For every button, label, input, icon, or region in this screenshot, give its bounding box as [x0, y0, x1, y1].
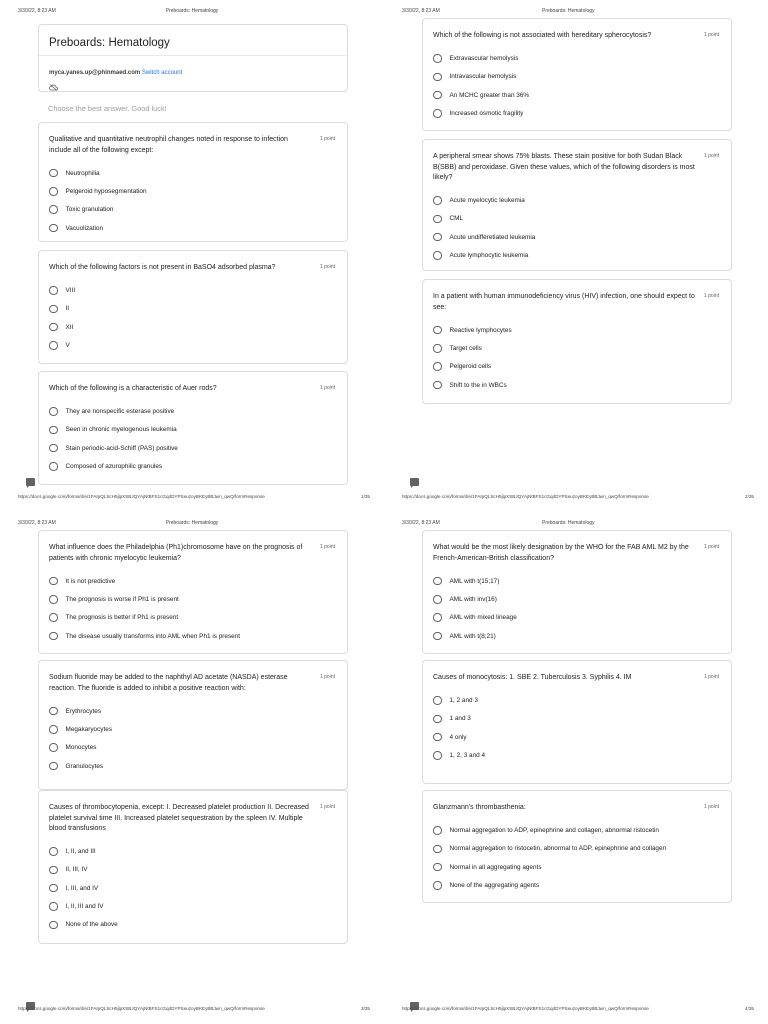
radio-unchecked-icon[interactable]: [433, 632, 442, 641]
radio-unchecked-icon[interactable]: [49, 462, 58, 471]
answer-option[interactable]: [49, 720, 337, 738]
radio-unchecked-icon[interactable]: [433, 233, 442, 242]
answer-option[interactable]: [433, 710, 721, 728]
answer-option[interactable]: [49, 201, 337, 219]
option-label: AML with t(8;21): [449, 632, 496, 640]
answer-option[interactable]: [49, 609, 337, 627]
option-label: I, III, and IV: [65, 884, 99, 892]
option-label: Stain periodic-acid-Schiff (PAS) positive: [65, 444, 178, 452]
option-label: I, II, and III: [65, 848, 96, 856]
option-label: It is not predictive: [65, 577, 116, 585]
answer-option[interactable]: [433, 210, 721, 228]
print-date: 3/30/22, 8:23 AM: [402, 8, 440, 14]
radio-unchecked-icon[interactable]: [49, 632, 58, 641]
option-label: Target cells: [449, 344, 482, 352]
print-url: https://docs.google.com/forms/d/e/1FAIpQLScH5jlpXSBJQYAjNtBFS1cGqdDYPSeuzoyBKEyBBJwn_qwQ/formResponse: [402, 494, 649, 499]
question-card: [38, 790, 348, 944]
answer-option[interactable]: [433, 192, 721, 210]
radio-unchecked-icon[interactable]: [49, 577, 58, 586]
option-label: Normal in all aggregating agents: [449, 863, 542, 871]
cloud-off-icon: [49, 84, 58, 91]
radio-unchecked-icon[interactable]: [433, 863, 442, 872]
radio-unchecked-icon[interactable]: [49, 444, 58, 453]
radio-unchecked-icon[interactable]: [433, 696, 442, 705]
print-footer: [402, 1006, 754, 1014]
answer-option[interactable]: [433, 572, 721, 590]
answer-option[interactable]: [433, 876, 721, 894]
answer-option[interactable]: [49, 439, 337, 457]
option-label: Pelgeroid hyposegmentation: [65, 187, 147, 195]
option-label: Shift to the in WBCs: [449, 381, 507, 389]
print-page-number: 2/35: [745, 494, 754, 499]
account-line: [49, 70, 337, 76]
answer-option[interactable]: [49, 403, 337, 421]
answer-option[interactable]: [49, 572, 337, 590]
print-url: https://docs.google.com/forms/d/e/1FAIpQLScH5jlpXSBJQYAjNtBFS1cGqdDYPSeuzoyBKEyBBJwn_qwQ/formResponse: [18, 494, 265, 499]
answer-option[interactable]: [49, 897, 337, 915]
radio-unchecked-icon[interactable]: [433, 109, 442, 118]
answer-option[interactable]: [433, 728, 721, 746]
radio-unchecked-icon[interactable]: [49, 595, 58, 604]
answer-option[interactable]: [49, 318, 337, 336]
answer-option[interactable]: [49, 861, 337, 879]
radio-unchecked-icon[interactable]: [49, 407, 58, 416]
radio-unchecked-icon[interactable]: [49, 205, 58, 214]
radio-unchecked-icon[interactable]: [433, 344, 442, 353]
form-header-card: [38, 24, 348, 92]
answer-options: [423, 564, 731, 651]
radio-unchecked-icon[interactable]: [433, 577, 442, 586]
print-url: https://docs.google.com/forms/d/e/1FAIpQLScH5jlpXSBJQYAjNtBFS1cGqdDYPSeuzoyBKEyBBJwn_qwQ/formResponse: [402, 1006, 649, 1011]
radio-unchecked-icon[interactable]: [433, 215, 442, 224]
radio-unchecked-icon[interactable]: [49, 169, 58, 178]
account-email: myca.yanes.up@phinmaed.com: [49, 70, 141, 76]
option-label: Reactive lymphocytes: [449, 326, 512, 334]
answer-option[interactable]: [433, 321, 721, 339]
question-text: In a patient with human immunodeficiency virus (HIV) infection, one should expect to see:: [433, 293, 695, 311]
radio-unchecked-icon[interactable]: [433, 613, 442, 622]
radio-unchecked-icon[interactable]: [49, 707, 58, 716]
answer-option[interactable]: [433, 858, 721, 876]
radio-unchecked-icon[interactable]: [49, 224, 58, 233]
radio-unchecked-icon[interactable]: [433, 326, 442, 335]
answer-option[interactable]: [49, 879, 337, 897]
print-date: 3/30/22, 8:23 AM: [18, 8, 56, 14]
radio-unchecked-icon[interactable]: [49, 762, 58, 771]
radio-unchecked-icon[interactable]: [433, 73, 442, 82]
option-label: Granulocytes: [65, 762, 104, 770]
answer-options: [423, 184, 731, 271]
radio-unchecked-icon[interactable]: [433, 54, 442, 63]
radio-unchecked-icon[interactable]: [49, 866, 58, 875]
answer-option[interactable]: [433, 246, 721, 264]
question-text: Which of the following is not associated with hereditary spherocytosis?: [433, 32, 652, 39]
option-label: Normal aggregation to ristocetin, abnormal to ADP, epinephrine and collagen: [449, 845, 667, 853]
question-points: 1 point: [703, 544, 719, 550]
answer-option[interactable]: [49, 590, 337, 608]
radio-unchecked-icon[interactable]: [49, 847, 58, 856]
question-card: [422, 530, 732, 654]
answer-option[interactable]: [433, 50, 721, 68]
option-label: 1 and 3: [449, 715, 471, 723]
answer-option[interactable]: [49, 421, 337, 439]
option-label: Composed of azurophilic granules: [65, 463, 163, 471]
radio-unchecked-icon[interactable]: [49, 286, 58, 295]
radio-unchecked-icon[interactable]: [433, 251, 442, 260]
radio-unchecked-icon[interactable]: [433, 362, 442, 371]
answer-option[interactable]: [433, 339, 721, 357]
print-title: Preboards: Hematology: [542, 8, 595, 14]
answer-option[interactable]: [433, 104, 721, 122]
radio-unchecked-icon[interactable]: [49, 743, 58, 752]
question-text: Sodium fluoride may be added to the naphthyl AD acetate (NASDA) esterase reaction. The fluoride is added to inhibit a positive reaction with:: [49, 674, 288, 692]
print-date: 3/30/22, 8:23 AM: [402, 520, 440, 526]
option-label: Extravascular hemolysis: [449, 55, 519, 63]
form-title: Preboards: Hematology: [39, 37, 347, 56]
answer-option[interactable]: [433, 627, 721, 645]
option-label: I, II, III and IV: [65, 903, 104, 911]
feedback-icon[interactable]: [410, 478, 419, 486]
radio-unchecked-icon[interactable]: [49, 884, 58, 893]
question-card: [422, 18, 732, 131]
option-label: An MCHC greater than 36%: [449, 91, 530, 99]
question-points: 1 point: [703, 674, 719, 680]
question-text: Qualitative and quantitative neutrophil changes noted in response to infection include all of the following except:: [49, 136, 288, 154]
print-footer: [402, 494, 754, 502]
answer-option[interactable]: [433, 692, 721, 710]
print-url: https://docs.google.com/forms/d/e/1FAIpQLScH5jlpXSBJQYAjNtBFS1cGqdDYPSeuzoyBKEyBBJwn_qwQ/formResponse: [18, 1006, 265, 1011]
question-card: [422, 139, 732, 271]
option-label: XII: [65, 323, 74, 331]
answer-options: [423, 42, 731, 129]
answer-option[interactable]: [49, 457, 337, 475]
question-points: 1 point: [319, 674, 335, 680]
answer-option[interactable]: [49, 336, 337, 354]
print-title: Preboards: Hematology: [165, 8, 219, 14]
answer-option[interactable]: [49, 739, 337, 757]
radio-unchecked-icon[interactable]: [433, 733, 442, 742]
option-label: Acute myelocytic leukemia: [449, 197, 525, 205]
radio-unchecked-icon[interactable]: [49, 341, 58, 350]
option-label: None of the aggregating agents: [449, 882, 540, 890]
option-label: CML: [449, 215, 463, 223]
question-card: [38, 530, 348, 654]
answer-options: [39, 835, 347, 940]
option-label: Toxic granulation: [65, 206, 114, 214]
radio-unchecked-icon[interactable]: [49, 613, 58, 622]
answer-options: [39, 564, 347, 651]
radio-unchecked-icon[interactable]: [49, 902, 58, 911]
answer-option[interactable]: [433, 822, 721, 840]
option-label: Megakaryocytes: [65, 725, 113, 733]
question-points: 1 point: [319, 264, 335, 270]
option-label: AML with t(15;17): [449, 577, 500, 585]
radio-unchecked-icon[interactable]: [49, 323, 58, 332]
option-label: II: [65, 305, 70, 313]
print-footer: [18, 1006, 370, 1014]
answer-option[interactable]: [433, 358, 721, 376]
print-footer: [18, 494, 370, 502]
question-card: [38, 371, 348, 485]
answer-option[interactable]: [433, 609, 721, 627]
radio-unchecked-icon[interactable]: [433, 881, 442, 890]
print-page-number: 1/35: [361, 494, 370, 499]
answer-option[interactable]: [433, 376, 721, 394]
print-header: [402, 520, 750, 528]
answer-option[interactable]: [49, 916, 337, 934]
answer-options: [39, 694, 347, 781]
question-text: Which of the following is a characteristic of Auer rods?: [49, 385, 217, 392]
answer-option[interactable]: [49, 757, 337, 775]
question-card: [422, 660, 732, 784]
option-label: 1, 2, 3 and 4: [449, 752, 486, 760]
radio-unchecked-icon[interactable]: [49, 921, 58, 930]
answer-options: [423, 313, 731, 400]
question-text: Which of the following factors is not present in BaSO4 adsorbed plasma?: [49, 264, 276, 271]
radio-unchecked-icon[interactable]: [49, 187, 58, 196]
answer-option[interactable]: [49, 182, 337, 200]
answer-options: [39, 156, 347, 243]
option-label: Erythrocytes: [65, 707, 102, 715]
option-label: Intravascular hemolysis: [449, 73, 517, 81]
option-label: Seen in chronic myelogenous leukemia: [65, 426, 177, 434]
option-label: They are nonspecific esterase positive: [65, 408, 175, 416]
question-card: [38, 660, 348, 790]
answer-option[interactable]: [49, 164, 337, 182]
question-text: A peripheral smear shows 75% blasts. These stain positive for both Sudan Black B(SBB) and peroxidase. Given these values, which of the following disorders is most likely?: [433, 153, 695, 181]
answer-option[interactable]: [433, 68, 721, 86]
question-text: What would be the most likely designation by the WHO for the FAB AML M2 by the French-American-British classification?: [433, 544, 689, 562]
option-label: AML with mixed lineage: [449, 614, 517, 622]
question-text: Causes of thrombocytopenia, except: I. Decreased platelet production II. Decreased platelet survival time III. Increased platelet sequestration by the spleen IV. Multiple blood transfusions: [49, 804, 309, 832]
option-label: Pelgeroid cells: [449, 363, 492, 371]
option-label: The prognosis is better if Ph1 is present: [65, 614, 179, 622]
question-points: 1 point: [319, 385, 335, 391]
answer-options: [423, 684, 731, 771]
print-date: 3/30/22, 8:23 AM: [18, 520, 56, 526]
print-page-4: [384, 512, 768, 1024]
option-label: Normal aggregation to ADP, epinephrine and collagen, abnormal ristocetin: [449, 827, 659, 835]
answer-option[interactable]: [433, 228, 721, 246]
radio-unchecked-icon[interactable]: [433, 751, 442, 760]
option-label: Increased osmotic fragility: [449, 110, 524, 118]
option-label: 1, 2 and 3: [449, 697, 478, 705]
option-label: The disease usually transforms into AML when Ph1 is present: [65, 632, 241, 640]
question-points: 1 point: [319, 136, 335, 142]
answer-option[interactable]: [49, 219, 337, 237]
option-label: Acute undifferetiated leukemia: [449, 233, 536, 241]
option-label: VIII: [65, 287, 76, 295]
answer-option[interactable]: [433, 590, 721, 608]
option-label: The prognosis is worse if Ph1 is present: [65, 595, 179, 603]
question-card: [38, 122, 348, 242]
option-label: V: [65, 342, 70, 350]
question-points: 1 point: [703, 153, 719, 159]
answer-option[interactable]: [49, 282, 337, 300]
feedback-icon[interactable]: [26, 478, 35, 486]
answer-option[interactable]: [49, 627, 337, 645]
answer-options: [39, 274, 347, 361]
form-instructions: Choose the best answer. Good luck!: [48, 104, 167, 113]
question-text: Causes of monocytosis: 1. SBE 2. Tuberculosis 3. Syphilis 4. IM: [433, 674, 632, 681]
radio-unchecked-icon[interactable]: [49, 305, 58, 314]
answer-option[interactable]: [433, 840, 721, 858]
radio-unchecked-icon[interactable]: [433, 196, 442, 205]
answer-option[interactable]: [433, 86, 721, 104]
radio-unchecked-icon[interactable]: [433, 595, 442, 604]
print-page-number: 4/35: [745, 1006, 754, 1011]
print-page-3: [0, 512, 384, 1024]
answer-options: [423, 814, 731, 901]
option-label: Vacuolization: [65, 224, 104, 232]
radio-unchecked-icon[interactable]: [433, 91, 442, 100]
print-page-1: [0, 0, 384, 512]
question-points: 1 point: [703, 32, 719, 38]
print-header: [18, 520, 366, 528]
option-label: Neutrophilia: [65, 169, 100, 177]
option-label: None of the above: [65, 921, 118, 929]
option-label: AML with inv(16): [449, 595, 497, 603]
radio-unchecked-icon[interactable]: [433, 845, 442, 854]
question-points: 1 point: [703, 804, 719, 810]
radio-unchecked-icon[interactable]: [433, 381, 442, 390]
answer-options: [39, 395, 347, 482]
question-card: [422, 279, 732, 404]
question-card: [422, 790, 732, 903]
option-label: Acute lymphocytic leukemia: [449, 252, 529, 260]
question-text: What influence does the Philadelphia (Ph1)chromosome have on the prognosis of patients with chronic myelocytic leukemia?: [49, 544, 303, 562]
question-points: 1 point: [703, 293, 719, 299]
print-header: [18, 8, 366, 16]
question-points: 1 point: [319, 804, 335, 810]
print-title: Preboards: Hematology: [165, 520, 219, 526]
option-label: Monocytes: [65, 744, 97, 752]
print-page-number: 3/35: [361, 1006, 370, 1011]
radio-unchecked-icon[interactable]: [49, 725, 58, 734]
print-page-2: [384, 0, 768, 512]
option-label: II, III, IV: [65, 866, 88, 874]
switch-account-link[interactable]: Switch account: [141, 70, 183, 76]
answer-option[interactable]: [49, 300, 337, 318]
question-card: [38, 250, 348, 364]
answer-option[interactable]: [49, 843, 337, 861]
radio-unchecked-icon[interactable]: [49, 426, 58, 435]
radio-unchecked-icon[interactable]: [433, 826, 442, 835]
print-title: Preboards: Hematology: [542, 520, 595, 526]
answer-option[interactable]: [49, 702, 337, 720]
answer-option[interactable]: [433, 746, 721, 764]
radio-unchecked-icon[interactable]: [433, 715, 442, 724]
print-header: [402, 8, 750, 16]
question-points: 1 point: [319, 544, 335, 550]
option-label: 4 only: [449, 733, 467, 741]
question-text: Glanzmann's thrombasthenia:: [433, 804, 526, 811]
